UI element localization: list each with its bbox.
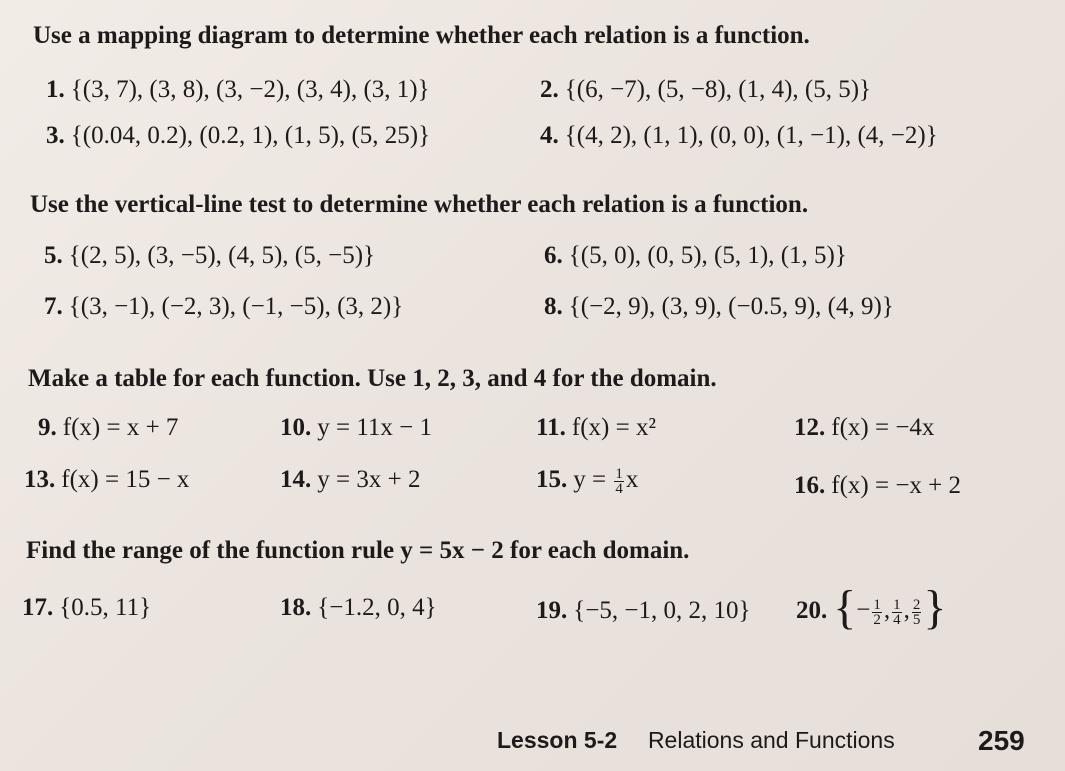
exercise-expression: {−5, −1, 0, 2, 10} (573, 597, 751, 624)
exercise-13 (24, 466, 189, 494)
exercise-18 (280, 594, 437, 622)
exercise-expression: f(x) = x + 7 (62, 414, 179, 441)
exercise-number: 18. (280, 594, 312, 621)
expression-prefix: y = (573, 466, 613, 493)
exercise-11 (536, 414, 656, 442)
page-number: 259 (978, 725, 1025, 756)
exercise-5 (44, 242, 375, 270)
exercise-number: 10. (280, 414, 312, 441)
exercise-16 (794, 472, 961, 500)
exercise-number: 4. (540, 122, 559, 149)
exercise-expression: f(x) = 15 − x (61, 466, 190, 493)
exercise-number: 14. (280, 466, 312, 493)
fraction-numerator: 2 (912, 596, 921, 613)
fraction-numerator: 1 (615, 465, 623, 482)
fraction-one-quarter (614, 467, 624, 496)
exercise-12 (794, 414, 934, 442)
exercise-15 (536, 466, 638, 496)
exercise-2 (540, 76, 871, 104)
exercise-number: 1. (46, 76, 65, 103)
fraction-denominator: 4 (893, 611, 901, 628)
exercise-expression: {−1.2, 0, 4} (317, 594, 437, 621)
exercise-expression: {(3, −1), (−2, 3), (−1, −5), (3, 2)} (68, 293, 404, 320)
fraction-denominator: 2 (873, 611, 881, 628)
exercise-20 (796, 581, 947, 636)
exercise-3 (46, 122, 430, 150)
exercise-expression: {(6, −7), (5, −8), (1, 4), (5, 5)} (564, 76, 872, 103)
exercise-expression: y = 11x − 1 (317, 414, 433, 441)
exercise-14 (280, 466, 420, 494)
exercise-expression: {(2, 5), (3, −5), (4, 5), (5, −5)} (68, 242, 376, 269)
exercise-4 (540, 122, 938, 150)
exercise-number: 9. (38, 414, 57, 441)
section-heading-vertical-line: Use the vertical-line test to determine whether each relation is a function. (30, 191, 809, 218)
exercise-expression: {(4, 2), (1, 1), (0, 0), (1, −1), (4, −2)} (564, 122, 938, 149)
exercise-6 (544, 242, 847, 270)
lesson-title: Relations and Functions (647, 727, 895, 753)
exercise-number: 6. (544, 242, 563, 269)
fraction-denominator: 4 (615, 480, 623, 497)
exercise-number: 12. (794, 414, 826, 441)
exercise-number: 20. (796, 596, 828, 624)
fraction-one-quarter (892, 598, 902, 627)
exercise-expression: {(−2, 9), (3, 9), (−0.5, 9), (4, 9)} (568, 293, 894, 320)
exercise-expression: {(5, 0), (0, 5), (5, 1), (1, 5)} (568, 242, 847, 269)
close-brace: } (923, 581, 947, 634)
exercise-number: 17. (22, 594, 54, 621)
exercise-10 (280, 414, 432, 442)
exercise-expression: f(x) = −4x (831, 414, 935, 441)
exercise-17 (22, 594, 151, 622)
exercise-number: 3. (46, 122, 65, 149)
exercise-9 (38, 414, 178, 442)
exercise-expression: f(x) = −x + 2 (831, 472, 962, 499)
exercise-expression: {(3, 7), (3, 8), (3, −2), (3, 4), (3, 1)} (70, 76, 430, 103)
exercise-19 (536, 597, 750, 625)
comma: , (903, 596, 910, 624)
fraction-numerator: 1 (893, 596, 901, 613)
open-brace: { (833, 581, 857, 634)
section-heading-table: Make a table for each function. Use 1, 2, 3, and 4 for the domain. (28, 365, 717, 392)
comma: , (883, 596, 891, 624)
exercise-8 (544, 293, 894, 321)
section-heading-mapping: Use a mapping diagram to determine whether each relation is a function. (33, 22, 810, 49)
exercise-number: 15. (536, 466, 568, 493)
exercise-number: 19. (536, 597, 568, 624)
fraction-two-fifths (912, 598, 922, 627)
fraction-numerator: 1 (873, 596, 881, 613)
exercise-expression: {0.5, 11} (59, 594, 152, 621)
minus-sign: − (856, 596, 871, 624)
exercise-number: 11. (536, 414, 566, 441)
expression-suffix: x (625, 466, 639, 493)
exercise-number: 8. (544, 293, 563, 320)
exercise-number: 5. (44, 242, 63, 269)
exercise-expression: y = 3x + 2 (317, 466, 421, 493)
exercise-number: 2. (540, 76, 559, 103)
fraction-one-half (872, 598, 882, 627)
exercise-1 (46, 76, 430, 104)
exercise-number: 7. (44, 293, 63, 320)
exercise-number: 13. (24, 466, 56, 493)
section-heading-range: Find the range of the function rule y = 5x − 2 for each domain. (26, 537, 690, 564)
exercise-7 (44, 293, 403, 321)
exercise-expression: {(0.04, 0.2), (0.2, 1), (1, 5), (5, 25)} (70, 122, 431, 149)
exercise-number: 16. (794, 472, 826, 499)
exercise-expression: f(x) = x² (571, 414, 656, 441)
fraction-denominator: 5 (912, 611, 921, 628)
page-footer (497, 727, 895, 754)
lesson-label: Lesson 5-2 (497, 727, 618, 753)
